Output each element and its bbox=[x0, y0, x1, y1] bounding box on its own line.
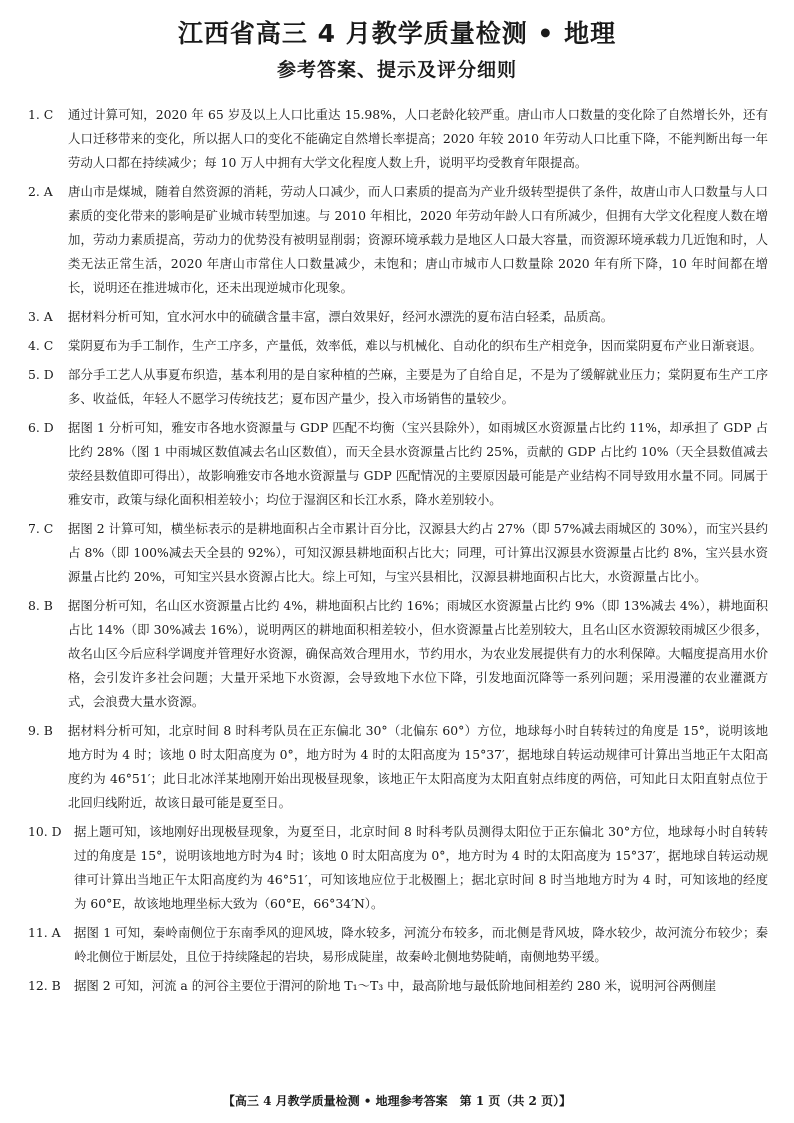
answer-number: 12. B bbox=[28, 978, 61, 993]
answer-explanation: 唐山市是煤城，随着自然资源的消耗，劳动人口减少，而人口素质的提高为产业升级转型提供了条件，故唐山市人口数量与人口素质的变化带来的影响是矿业城市转型加速。与 2010 年相比，2020 年劳动年龄人口有所减少，但拥有大学文化程度人数在增加，劳动力素质提高，劳动力的优势没有被明显削弱；资源环境承载力是地区人口最大容量，而资源环境承载力几近饱和时，人类无法正常生活，2020 年唐山市常住人口数量减少，未饱和；唐山市城市人口数量除 2020 年有所下降，10 年时间都在增长，说明还在推进城市化，还未出现逆城市化现象。 bbox=[68, 184, 768, 295]
answer-number: 11. A bbox=[28, 925, 61, 940]
answer-item-8 bbox=[28, 594, 768, 714]
page-subtitle: 参考答案、提示及评分细则 bbox=[276, 59, 517, 81]
answer-number: 9. B bbox=[28, 723, 53, 738]
answer-explanation: 棠阴夏布为手工制作，生产工序多，产量低，效率低，难以与机械化、自动化的织布生产相竞争，因而棠阴夏布产业日渐衰退。 bbox=[68, 338, 762, 353]
answer-explanation: 通过计算可知，2020 年 65 岁及以上人口比重达 15.98%，人口老龄化较严重。唐山市人口数量的变化除了自然增长外，还有人口迁移带来的变化，所以据人口的变化不能确定自然增长率提高；2020 年较 2010 年劳动人口比重下降，不能判断出每一年劳动人口都在持续减少；每 10 万人中拥有大学文化程度人数上升，说明平均受教育年限提高。 bbox=[68, 107, 768, 170]
answer-item-4 bbox=[28, 334, 768, 358]
answer-number: 7. C bbox=[28, 521, 54, 536]
answer-item-12 bbox=[28, 974, 768, 998]
answer-explanation: 部分手工艺人从事夏布织造，基本利用的是自家种植的苎麻，主要是为了自给自足，不是为了缓解就业压力；棠阴夏布生产工序多、收益低，年轻人不愿学习传统技艺；夏布因产量少，投入市场销售的量较少。 bbox=[68, 367, 768, 406]
answer-number: 6. D bbox=[28, 420, 54, 435]
answer-number: 4. C bbox=[28, 338, 54, 353]
answer-item-6 bbox=[28, 416, 768, 512]
answer-number: 5. D bbox=[28, 367, 54, 382]
answer-item-5 bbox=[28, 363, 768, 411]
answer-explanation: 据材料分析可知，北京时间 8 时科考队员在正东偏北 30°（北偏东 60°）方位，地球每小时自转转过的角度是 15°，说明该地地方时为 4 时；该地 0 时太阳高度为 0°，地方时为 4 时的太阳高度为 15°37′，据地球自转运动规律可计算出当地正午太阳高度约为 46°51′；此日北冰洋某地刚开始出现极昼现象，该地正午太阳高度为太阳直射点纬度的两倍，可知此日太阳直射点位于北回归线附近，故该日最可能是夏至日。 bbox=[68, 723, 768, 810]
answer-item-9 bbox=[28, 719, 768, 815]
answer-item-3 bbox=[28, 305, 768, 329]
answer-item-1 bbox=[28, 103, 768, 175]
answer-explanation: 据图 2 可知，河流 a 的河谷主要位于渭河的阶地 T₁～T₃ 中，最高阶地与最低阶地间相差约 280 米，说明河谷两侧崖 bbox=[74, 978, 717, 993]
answer-item-2 bbox=[28, 180, 768, 300]
page-title: 江西省高三 4 月教学质量检测 • 地理 bbox=[177, 19, 617, 48]
answer-item-10 bbox=[28, 820, 768, 916]
answer-number: 3. A bbox=[28, 309, 53, 324]
answer-explanation: 据材料分析可知，宜水河水中的硫磺含量丰富，漂白效果好，经河水漂洗的夏布洁白轻柔，品质高。 bbox=[68, 309, 614, 324]
answer-explanation: 据图分析可知，名山区水资源量占比约 4%，耕地面积占比约 16%；雨城区水资源量占比约 9%（即 13%减去 4%），耕地面积占比 14%（即 30%减去 16%），说明两区的耕地面积相差较小，但水资源量占比差别较大，且名山区水资源较雨城区少很多，故名山区今后应科学调度并管理好水资源，确保高效合理用水，节约用水，为农业发展提供有力的水利保障。大幅度提高用水价格，会引发许多社会问题；大量开采地下水资源，会导致地下水位下降，引发地面沉降等一系列问题；采用漫灌的农业灌溉方式，会浪费大量水资源。 bbox=[68, 598, 768, 709]
answer-explanation: 据图 2 计算可知，横坐标表示的是耕地面积占全市累计百分比，汉源县大约占 27%（即 57%减去雨城区的 30%），而宝兴县约占 8%（即 100%减去天全县的 92%），可知汉源县耕地面积占比大；同理，可计算出汉源县水资源量占比约 8%，宝兴县水资源量占比约 20%，可知宝兴县水资源占比大。综上可知，与宝兴县相比，汉源县耕地面积占比大，水资源量占比小。 bbox=[68, 521, 768, 584]
answer-number: 8. B bbox=[28, 598, 53, 613]
answer-item-7 bbox=[28, 517, 768, 589]
answer-explanation: 据图 1 分析可知，雅安市各地水资源量与 GDP 匹配不均衡（宝兴县除外），如雨城区水资源量占比约 11%，却承担了 GDP 占比约 28%（图 1 中雨城区数值减去名山区数值），而天全县水资源量占比约 25%，贡献的 GDP 占比约 10%（天全县数值减去荥经县数值即可得出），故影响雅安市各地水资源量与 GDP 匹配情况的主要原因最可能是产业结构不同导致用水量不同。同属于雅安市，政策与绿化面积相差较小；均位于湿润区和长江水系，降水差别较小。 bbox=[68, 420, 768, 507]
answer-explanation: 据图 1 可知，秦岭南侧位于东南季风的迎风坡，降水较多，河流分布较多，而北侧是背风坡，降水较少，故河流分布较少；秦岭北侧位于断层处，且位于持续隆起的岩块，易形成陡崖，故秦岭北侧地势陡峭，南侧地势平缓。 bbox=[74, 925, 768, 964]
answer-explanation: 据上题可知，该地刚好出现极昼现象，为夏至日，北京时间 8 时科考队员测得太阳位于正东偏北 30°方位，地球每小时自转转过的角度是 15°，说明该地地方时为4 时；该地 0 时太阳高度为 0°，地方时为 4 时的太阳高度为 15°37′，据地球自转运动规律可计算出当地正午太阳高度约为 46°51′，可知该地应位于北极圈上；据北京时间 8 时当地地方时为 4 时，可知该地的经度为 60°E，故该地地理坐标大致为（60°E，66°34′N）。 bbox=[74, 824, 768, 911]
answer-number: 1. C bbox=[28, 107, 54, 122]
answer-number: 10. D bbox=[28, 824, 62, 839]
page-footer: 【高三 4 月教学质量检测 • 地理参考答案 第 1 页（共 2 页）】 bbox=[222, 1094, 572, 1108]
answer-number: 2. A bbox=[28, 184, 53, 199]
answer-item-11 bbox=[28, 921, 768, 969]
answer-list bbox=[28, 103, 768, 1003]
